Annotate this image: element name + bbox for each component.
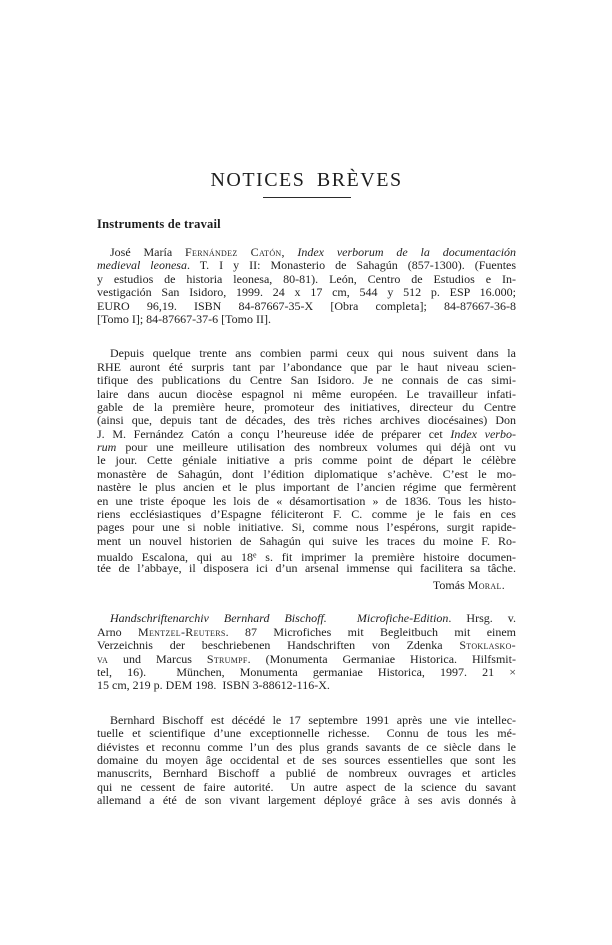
text-segment: Index verbo- [450,426,516,441]
text-segment: Fernández Catón [185,245,282,259]
line-content [97,740,516,754]
text-segment: tifique des publications du Centre San Isidoro. Je ne connais de cas simi- [97,373,517,388]
text-line [97,562,516,575]
text-line [97,259,516,272]
text-segment: manuscrits, Bernhard Bischoff a publié de nombreux ouvrages et articles [97,766,516,781]
text-segment: riens ecclésiastiques d’Espagne féliciteront F. C. comme je le fais en ces [97,507,516,522]
line-content [97,299,516,313]
line-content [97,652,516,666]
text-segment: Verzeichnis der beschriebenen Handschriften von Zdenka [97,638,460,653]
line-content [97,400,516,414]
text-segment: (ainsi que, depuis tant de décades, des très riches archives diocésaines) Don [97,413,516,428]
text-segment: allemand a été de son vivant largement déployé grâce à ses avis donnés à [97,793,517,808]
line-content [97,480,516,494]
text-line [97,361,516,374]
body-paragraph [97,347,516,575]
line-content [97,625,516,639]
text-line [97,548,517,564]
text-line [97,468,516,481]
line-content [97,665,516,679]
text-segment: Strumpf [206,651,248,666]
text-line [97,414,516,427]
text-segment: tuelle et scientifique d’une exceptionnelle richesse. Connu de tous les mé- [97,726,516,741]
line-content [433,578,505,592]
text-segment: José María [110,245,186,259]
text-segment: . T. I y II: Monasterio de Sahagún (857-1300). (Fuentes [186,258,517,273]
line-content [110,245,516,259]
text-segment: s. fit imprimer la première histoire documen- [256,549,517,564]
text-segment: EURO 96,19. ISBN 84-87667-35-X [Obra completa]; 84-87667-36-8 [97,298,516,313]
text-line [97,388,516,401]
text-line [97,495,516,508]
text-segment: tel, 16). München, Monumenta germaniae Historica, 1997. 21 × [97,664,517,679]
text-segment: Stoklasko- [459,638,516,653]
text-segment: tée de l’abbaye, il disposera ici d’un arsenal immense qui facilitera sa tâche. [97,560,516,575]
text-line [97,794,516,807]
text-line [97,286,516,299]
section-heading: Instruments de travail [97,217,221,231]
text-segment: J. M. Fernández Catón a conçu l’heureuse idée de préparer cet [97,426,451,441]
text-line [97,781,516,794]
text-line [97,679,516,692]
text-segment: mualdo Escalona, qui au 18 [97,549,253,564]
text-segment: medieval leonesa [97,258,187,273]
body-paragraph [97,714,516,808]
line-content [97,272,516,286]
line-content [97,258,516,272]
text-segment: rum [97,440,117,455]
line-content [97,453,516,467]
text-segment: en une triste époque les lois de « désamortisation » de 1836. Tous les histo- [97,493,517,508]
line-content [97,494,516,508]
notice-2 [97,612,516,807]
text-segment: . 87 Microfiches mit Begleitbuch mit einem [225,624,517,639]
line-content [97,678,330,692]
text-line [97,481,516,494]
text-segment: Depuis quelque trente ans combien parmi ceux qui nous suivent dans la [110,346,516,361]
notice-1 [97,246,516,592]
text-segment: nastère le plus ancien et le plus important de l’ancien régime que fermèrent [97,480,517,495]
text-segment: und Marcus [108,651,207,666]
bibliography-paragraph [97,246,516,326]
line-content [97,387,516,401]
text-line [97,347,516,360]
text-segment: qui ne cessent de faire autorité. Un autre aspect de la science du savant [97,779,517,794]
page-title: NOTICES BRÈVES [210,169,403,191]
text-line [97,521,516,534]
text-segment: y estudios de historia leonesa, 80-81). León, Centro de Estudios e In- [97,271,516,286]
line-content [97,285,516,299]
text-line [97,741,516,754]
text-line [97,666,516,679]
line-content [97,507,516,521]
text-segment: . Hrsg. v. [448,611,517,626]
text-line [97,313,516,326]
line-content [97,766,516,780]
text-line [97,508,516,521]
text-segment: ment un nouvel historien de Sahagún qui suive les traces du moine F. Ro- [97,533,517,548]
line-content [97,427,516,441]
text-line [97,639,516,652]
bibliography-paragraph [97,612,516,692]
text-segment: e [252,550,257,560]
text-segment: laire dans aucun diocèse espagnol ni même européen. Le travailleur infati- [97,386,517,401]
line-content [97,312,271,326]
text-segment: le jour. Cette géniale initiative a pris comme point de départ le célèbre [97,453,516,468]
text-segment: Index verborum de la documentación [297,245,517,259]
text-line [97,441,516,454]
title-rule [263,197,351,198]
text-line [97,653,516,666]
text-segment: . (Monumenta Germaniae Historica. Hilfsmit- [247,651,516,666]
notices-container [97,246,516,807]
text-line [97,246,516,259]
text-segment: RHE auront été surpris tant par l’abondance que par le haut niveau scien- [97,359,516,374]
text-line [97,273,516,286]
text-line [97,401,516,414]
text-segment: pour une meilleure utilisation des nombreux volumes qui déjà ont vu [116,440,516,455]
line-content [97,534,516,548]
text-line [97,454,516,467]
line-content [97,638,516,652]
line-content [110,611,516,625]
text-segment: 15 cm, 219 p. DEM 198. ISBN 3-88612-116-X. [97,678,330,693]
text-segment: pages pour une si noble initiative. Si, comme nous l’espérons, surgit rapide- [97,520,516,535]
text-line [97,727,516,740]
text-segment: monastère de Sahagún, dont l’édition diplomatique s’achève. C’est le mo- [97,466,517,481]
text-segment: diévistes et reconnu comme l’un des plus grands savants de ce siècle dans le [97,739,517,754]
line-content [110,713,516,727]
text-line [97,714,516,727]
text-segment: Arno [97,624,139,639]
text-line [97,374,516,387]
text-line [97,428,516,441]
text-segment: gable de la première heure, promoteur des initiatives, directeur du Centre [97,399,516,414]
line-content [97,360,516,374]
text-segment: Handschriftenarchiv Bernhard Bischoff. Microfiche-Edition [110,611,449,626]
text-segment: Moral. [467,577,505,592]
text-segment: va [97,651,109,666]
line-content [97,780,516,794]
text-segment: Bernhard Bischoff est décédé le 17 septembre 1991 après une vie intellec- [110,712,517,727]
text-segment: domaine du moyen âge occidental et de ses sources essentielles que sont les [97,752,516,767]
line-content [110,346,516,360]
line-content [97,561,516,575]
line-content [97,413,516,427]
text-segment: Mentzel-Reuters [138,624,226,639]
text-line [97,754,516,767]
text-line [97,767,516,780]
signature-line [97,579,516,592]
text-line [97,612,516,625]
line-content [97,726,516,740]
text-line [97,300,516,313]
line-content [97,793,516,807]
line-content [97,373,516,387]
line-content [97,753,516,767]
text-segment: vestigación San Isidoro, 1999. 24 x 17 cm, 544 y 512 p. ESP 16.000; [97,285,517,300]
text-line [97,535,516,548]
line-content [97,440,516,454]
text-segment: Tomás [432,577,468,592]
text-segment: [Tomo I]; 84-87667-37-6 [Tomo II]. [97,311,271,326]
line-content [97,467,516,481]
line-content [97,520,516,534]
text-segment: , [281,245,298,259]
page-header [97,170,516,198]
text-line [97,626,516,639]
